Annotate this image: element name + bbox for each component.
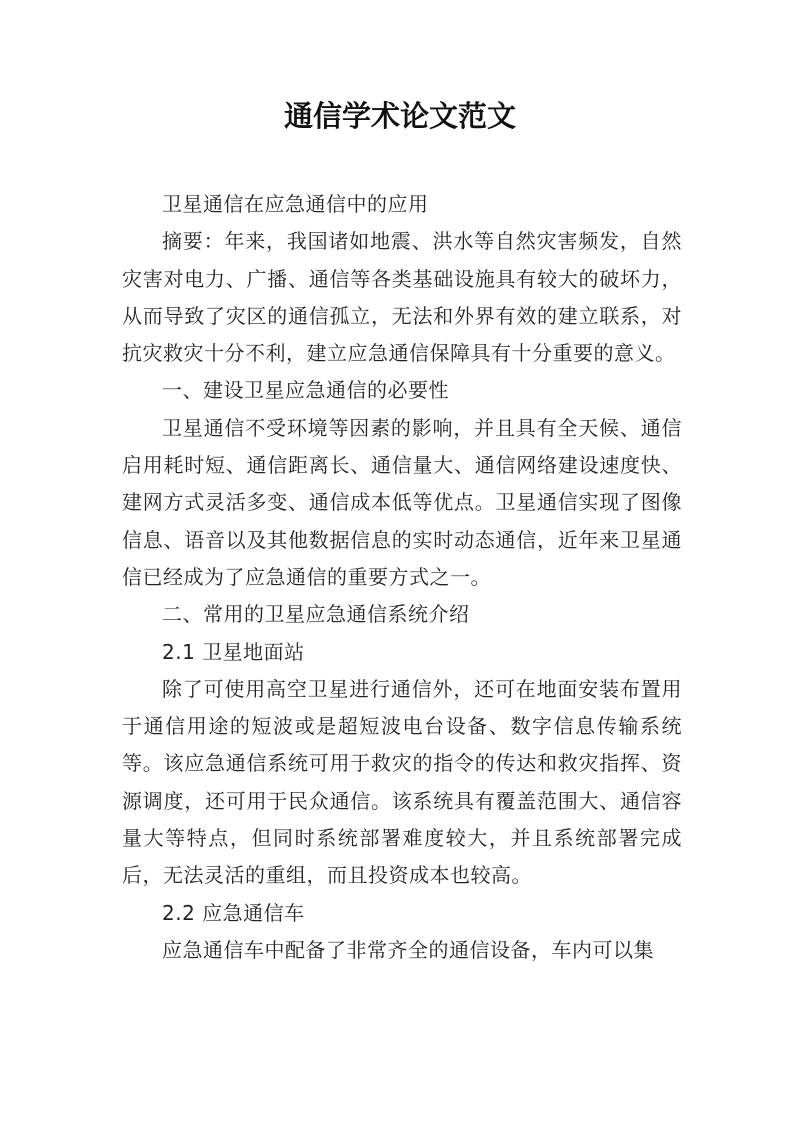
subsection-heading-2-1: 2.1 卫星地面站	[162, 639, 305, 664]
paragraph-section-1: 卫星通信不受环境等因素的影响，并且具有全天候、通信启用耗时短、通信距离长、通信量大、通信网络建设速度快、建网方式灵活多变、通信成本低等优点。卫星通信实现了图像信息、语音以及其他数据信息的实时动态通信，近年来卫星通信已经成为了应急通信的重要方式之一。	[122, 415, 682, 589]
subsection-heading-2-2: 2.2 应急通信车	[162, 900, 305, 925]
document-title: 通信学术论文范文	[283, 99, 516, 133]
paragraph-section-2-1: 除了可使用高空卫星进行通信外，还可在地面安装布置用于通信用途的短波或是超短波电台设备、数字信息传输系统等。该应急通信系统可用于救灾的指令的传达和救灾指挥、资源调度，还可用于民众通信。该系统具有覆盖范围大、通信容量大等特点，但同时系统部署难度较大，并且系统部署完成后，无法灵活的重组，而且投资成本也较高。	[122, 676, 682, 888]
document-body	[122, 186, 682, 969]
paragraph-section-2-2: 应急通信车中配备了非常齐全的通信设备，车内可以集	[162, 937, 654, 962]
paragraph-abstract: 摘要：年来，我国诸如地震、洪水等自然灾害频发，自然灾害对电力、广播、通信等各类基础设施具有较大的破坏力，从而导致了灾区的通信孤立，无法和外界有效的建立联系，对抗灾救灾十分不利，建立应急通信保障具有十分重要的意义。	[122, 229, 682, 366]
paragraph-subtitle: 卫星通信在应急通信中的应用	[162, 192, 429, 216]
section-heading-1: 一、建设卫星应急通信的必要性	[162, 378, 449, 403]
section-heading-2: 二、常用的卫星应急通信系统介绍	[162, 602, 470, 627]
